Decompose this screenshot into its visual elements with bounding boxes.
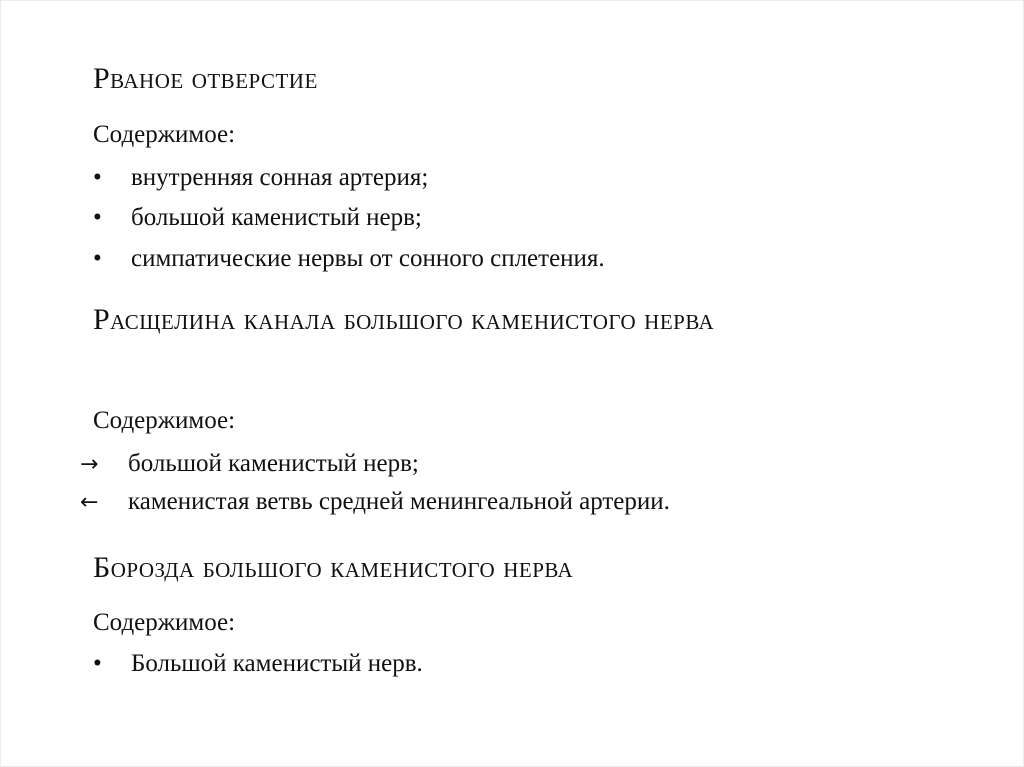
section-heading-groove: Борозда большого каменистого нерва bbox=[93, 551, 574, 584]
list-item-text: большой каменистый нерв; bbox=[131, 204, 422, 231]
list-item bbox=[93, 649, 423, 679]
list-item bbox=[93, 203, 422, 233]
section-heading-foramen-lacerum: Рваное отверстие bbox=[93, 62, 318, 95]
bullet-icon: • bbox=[93, 164, 102, 191]
list-item bbox=[93, 163, 428, 193]
list-item bbox=[80, 487, 670, 518]
list-item-text: Большой каменистый нерв. bbox=[131, 650, 423, 677]
bullet-icon: • bbox=[93, 245, 102, 272]
arrow-right-icon: → bbox=[80, 452, 99, 477]
list-item-text: симпатические нервы от сонного сплетения. bbox=[131, 245, 605, 272]
list-item-text: большой каменистый нерв; bbox=[128, 450, 419, 477]
section-contents-label: Содержимое: bbox=[93, 121, 236, 148]
arrow-left-icon: ← bbox=[80, 490, 99, 515]
list-item-text: внутренняя сонная артерия; bbox=[131, 164, 429, 191]
list-item bbox=[93, 244, 605, 274]
bullet-icon: • bbox=[93, 650, 102, 677]
list-item-text: каменистая ветвь средней менингеальной артерии. bbox=[128, 488, 670, 515]
bullet-icon: • bbox=[93, 204, 102, 231]
list-item bbox=[80, 449, 419, 480]
section-contents-label: Содержимое: bbox=[93, 407, 236, 434]
section-heading-hiatus-canal: Расщелина канала большого каменистого нерва bbox=[93, 303, 715, 336]
section-contents-label: Содержимое: bbox=[93, 609, 236, 636]
